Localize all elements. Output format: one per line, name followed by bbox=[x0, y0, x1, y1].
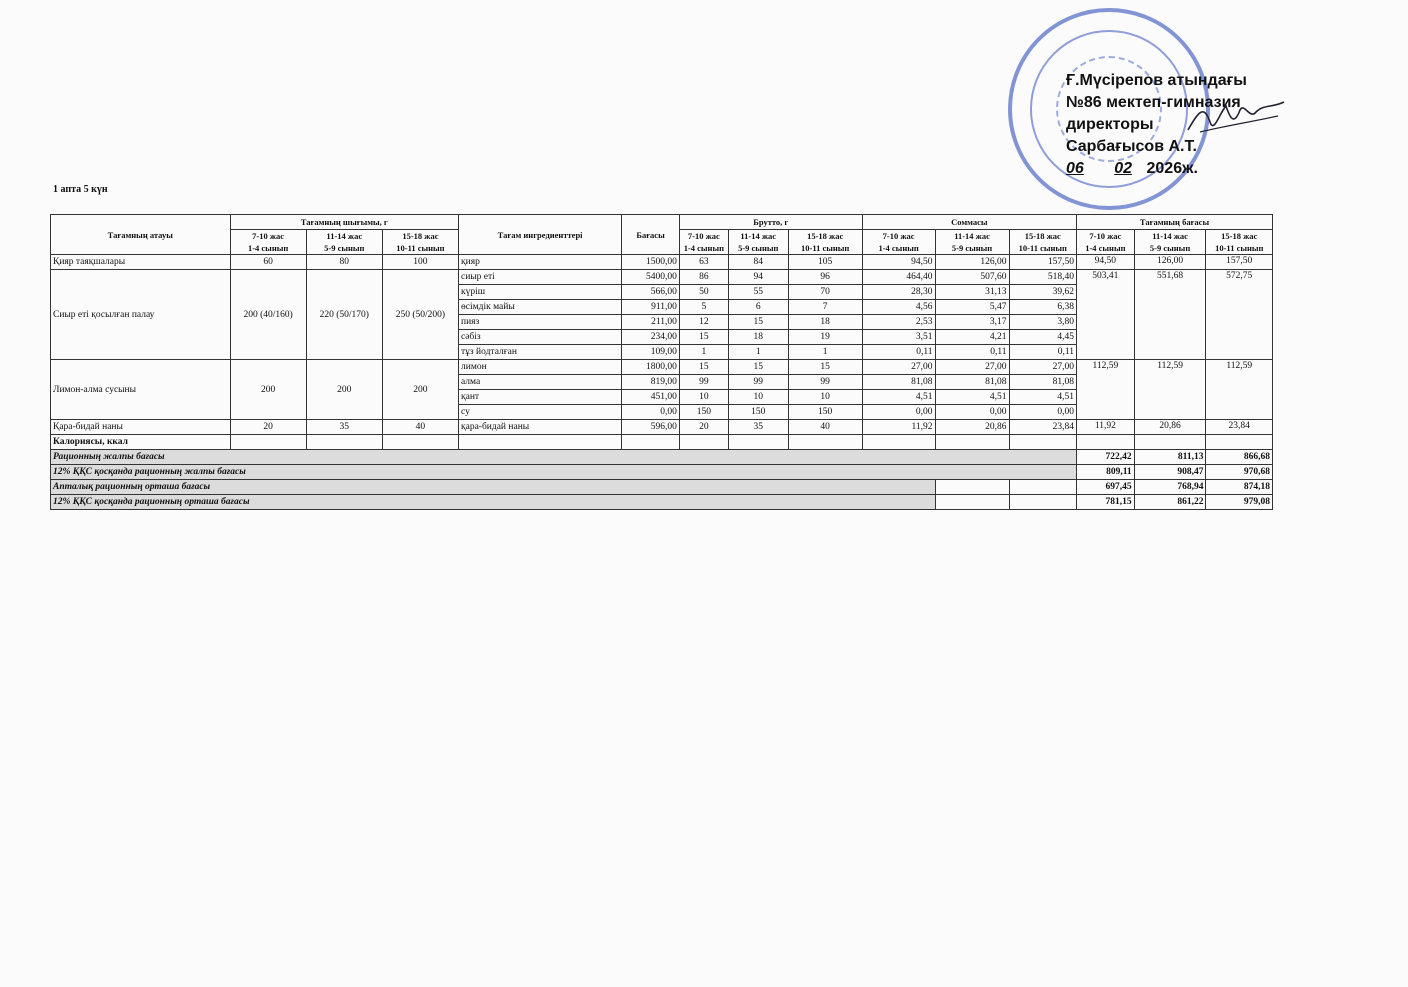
ingredient-sum: 23,84 bbox=[1009, 420, 1076, 435]
age-header bbox=[679, 230, 728, 255]
ingredient-price: 566,00 bbox=[622, 285, 680, 300]
header-ingredients: Тағам ингредиенттері bbox=[459, 215, 622, 255]
dish-price: 112,59 bbox=[1206, 360, 1273, 420]
ingredient-sum: 126,00 bbox=[935, 255, 1009, 270]
ingredient-sum: 2,53 bbox=[862, 315, 935, 330]
ingredient-name: пияз bbox=[459, 315, 622, 330]
ingredient-sum: 0,11 bbox=[862, 345, 935, 360]
approval-line-3: директоры bbox=[1066, 116, 1154, 133]
ingredient-brutto: 99 bbox=[728, 375, 788, 390]
grade-label: 5-9 сынып bbox=[738, 243, 779, 253]
grade-label: 10-11 сынып bbox=[396, 243, 445, 253]
dish-portion: 35 bbox=[306, 420, 382, 435]
ingredient-name: өсімдік майы bbox=[459, 300, 622, 315]
calories-label: Калориясы, ккал bbox=[51, 435, 231, 450]
ingredient-sum: 27,00 bbox=[862, 360, 935, 375]
ingredient-brutto: 1 bbox=[788, 345, 862, 360]
age-label: 7-10 жас bbox=[687, 231, 720, 241]
summary-value: 861,22 bbox=[1134, 495, 1206, 510]
ingredient-name: күріш bbox=[459, 285, 622, 300]
dish-price: 503,41 bbox=[1077, 270, 1135, 360]
ingredient-name: қияр bbox=[459, 255, 622, 270]
ingredient-sum: 0,00 bbox=[862, 405, 935, 420]
empty-cell bbox=[935, 435, 1009, 450]
ingredient-sum: 0,11 bbox=[1009, 345, 1076, 360]
summary-value: 811,13 bbox=[1134, 450, 1206, 465]
dish-price: 551,68 bbox=[1134, 270, 1206, 360]
ingredient-brutto: 10 bbox=[679, 390, 728, 405]
dish-name: Қияр таяқшалары bbox=[51, 255, 231, 270]
summary-row bbox=[51, 495, 1273, 510]
ingredient-sum: 5,47 bbox=[935, 300, 1009, 315]
summary-value: 866,68 bbox=[1206, 450, 1273, 465]
table-row bbox=[51, 360, 1273, 375]
ingredient-brutto: 50 bbox=[679, 285, 728, 300]
dish-price: 126,00 bbox=[1134, 255, 1206, 270]
age-label: 7-10 жас bbox=[882, 231, 915, 241]
age-header bbox=[1009, 230, 1076, 255]
ingredient-sum: 0,11 bbox=[935, 345, 1009, 360]
ingredient-brutto: 94 bbox=[728, 270, 788, 285]
empty-cell bbox=[788, 435, 862, 450]
dish-price: 94,50 bbox=[1077, 255, 1135, 270]
grade-label: 10-11 сынып bbox=[1215, 243, 1264, 253]
ingredient-sum: 39,62 bbox=[1009, 285, 1076, 300]
ingredient-sum: 4,56 bbox=[862, 300, 935, 315]
ingredient-brutto: 18 bbox=[728, 330, 788, 345]
ingredient-name: қант bbox=[459, 390, 622, 405]
header-brutto: Брутто, г bbox=[679, 215, 862, 230]
summary-label: 12% ҚҚС қосқанда рационның орташа бағасы bbox=[51, 495, 936, 510]
ingredient-sum: 11,92 bbox=[862, 420, 935, 435]
empty-cell bbox=[1134, 435, 1206, 450]
dish-portion: 200 bbox=[382, 360, 458, 420]
ingredient-price: 451,00 bbox=[622, 390, 680, 405]
grade-label: 10-11 сынып bbox=[800, 243, 850, 253]
ingredient-brutto: 18 bbox=[788, 315, 862, 330]
empty-cell bbox=[382, 435, 458, 450]
approval-line-4: Сарбағысов А.Т. bbox=[1066, 138, 1197, 155]
ingredient-sum: 81,08 bbox=[862, 375, 935, 390]
ingredient-sum: 94,50 bbox=[862, 255, 935, 270]
ingredient-sum: 157,50 bbox=[1009, 255, 1076, 270]
header-sum: Соммасы bbox=[862, 215, 1076, 230]
ingredient-brutto: 15 bbox=[728, 360, 788, 375]
ingredient-name: алма bbox=[459, 375, 622, 390]
dish-price: 23,84 bbox=[1206, 420, 1273, 435]
ingredient-sum: 27,00 bbox=[1009, 360, 1076, 375]
summary-value: 970,68 bbox=[1206, 465, 1273, 480]
summary-row bbox=[51, 480, 1273, 495]
ingredient-price: 0,00 bbox=[622, 405, 680, 420]
age-label: 7-10 жас bbox=[252, 231, 285, 241]
ingredient-sum: 3,51 bbox=[862, 330, 935, 345]
ingredient-brutto: 10 bbox=[788, 390, 862, 405]
age-header bbox=[1206, 230, 1273, 255]
dish-portion: 200 (40/160) bbox=[230, 270, 306, 360]
ingredient-brutto: 99 bbox=[788, 375, 862, 390]
ingredient-price: 911,00 bbox=[622, 300, 680, 315]
dish-portion: 200 bbox=[306, 360, 382, 420]
summary-value: 722,42 bbox=[1077, 450, 1135, 465]
dish-portion: 60 bbox=[230, 255, 306, 270]
empty-cell bbox=[728, 435, 788, 450]
ingredient-price: 1500,00 bbox=[622, 255, 680, 270]
summary-value: 908,47 bbox=[1134, 465, 1206, 480]
ingredient-name: тұз йодталған bbox=[459, 345, 622, 360]
summary-value: 809,11 bbox=[1077, 465, 1135, 480]
summary-value: 781,15 bbox=[1077, 495, 1135, 510]
ingredient-sum: 507,60 bbox=[935, 270, 1009, 285]
grade-label: 5-9 сынып bbox=[324, 243, 365, 253]
ingredient-sum: 28,30 bbox=[862, 285, 935, 300]
ingredient-brutto: 15 bbox=[788, 360, 862, 375]
empty-cell bbox=[230, 435, 306, 450]
ingredient-sum: 4,21 bbox=[935, 330, 1009, 345]
approval-date-day: 06 bbox=[1066, 160, 1084, 177]
ingredient-sum: 3,17 bbox=[935, 315, 1009, 330]
grade-label: 5-9 сынып bbox=[951, 243, 993, 253]
summary-label: Апталық рационның орташа бағасы bbox=[51, 480, 936, 495]
ingredient-sum: 0,00 bbox=[1009, 405, 1076, 420]
dish-name: Лимон-алма сусыны bbox=[51, 360, 231, 420]
ingredient-price: 596,00 bbox=[622, 420, 680, 435]
table-row bbox=[51, 270, 1273, 285]
ingredient-brutto: 150 bbox=[728, 405, 788, 420]
grade-label: 1-4 сынып bbox=[878, 243, 919, 253]
dish-price: 20,86 bbox=[1134, 420, 1206, 435]
dish-price: 572,75 bbox=[1206, 270, 1273, 360]
age-header bbox=[230, 230, 306, 255]
ingredient-brutto: 63 bbox=[679, 255, 728, 270]
ingredient-name: лимон bbox=[459, 360, 622, 375]
dish-price: 112,59 bbox=[1077, 360, 1135, 420]
empty-cell bbox=[622, 435, 680, 450]
summary-label: 12% ҚҚС қосқанда рационның жалпы бағасы bbox=[51, 465, 1077, 480]
age-header bbox=[306, 230, 382, 255]
ingredient-name: сиыр еті bbox=[459, 270, 622, 285]
approval-date-year: 2026ж. bbox=[1146, 160, 1198, 177]
ingredient-brutto: 15 bbox=[679, 330, 728, 345]
table-row bbox=[51, 255, 1273, 270]
summary-value: 874,18 bbox=[1206, 480, 1273, 495]
ingredient-brutto: 84 bbox=[728, 255, 788, 270]
calories-row bbox=[51, 435, 1273, 450]
empty-cell bbox=[862, 435, 935, 450]
dish-price: 112,59 bbox=[1134, 360, 1206, 420]
ingredient-sum: 27,00 bbox=[935, 360, 1009, 375]
header-portion: Тағамның шығымы, г bbox=[230, 215, 458, 230]
empty-cell bbox=[1009, 495, 1076, 510]
ingredient-brutto: 70 bbox=[788, 285, 862, 300]
ingredient-price: 234,00 bbox=[622, 330, 680, 345]
dish-portion: 100 bbox=[382, 255, 458, 270]
summary-value: 697,45 bbox=[1077, 480, 1135, 495]
ingredient-sum: 31,13 bbox=[935, 285, 1009, 300]
summary-value: 979,08 bbox=[1206, 495, 1273, 510]
dish-portion: 40 bbox=[382, 420, 458, 435]
ingredient-sum: 4,45 bbox=[1009, 330, 1076, 345]
menu-table bbox=[50, 214, 1273, 510]
age-header bbox=[862, 230, 935, 255]
summary-label: Рационның жалпы бағасы bbox=[51, 450, 1077, 465]
dish-price: 11,92 bbox=[1077, 420, 1135, 435]
age-label: 11-14 жас bbox=[326, 231, 363, 241]
ingredient-brutto: 40 bbox=[788, 420, 862, 435]
ingredient-brutto: 6 bbox=[728, 300, 788, 315]
header-row bbox=[51, 215, 1273, 230]
dish-portion: 200 bbox=[230, 360, 306, 420]
age-header bbox=[382, 230, 458, 255]
empty-cell bbox=[935, 480, 1009, 495]
header-dish-price: Тағамның бағасы bbox=[1077, 215, 1273, 230]
ingredient-sum: 4,51 bbox=[862, 390, 935, 405]
dish-name: Сиыр еті қосылған палау bbox=[51, 270, 231, 360]
ingredient-sum: 0,00 bbox=[935, 405, 1009, 420]
grade-label: 5-9 сынып bbox=[1149, 243, 1191, 253]
table-row bbox=[51, 420, 1273, 435]
empty-cell bbox=[1009, 435, 1076, 450]
ingredient-brutto: 1 bbox=[679, 345, 728, 360]
ingredient-brutto: 35 bbox=[728, 420, 788, 435]
grade-label: 1-4 сынып bbox=[683, 243, 724, 253]
ingredient-brutto: 15 bbox=[728, 315, 788, 330]
ingredient-brutto: 10 bbox=[728, 390, 788, 405]
ingredient-brutto: 55 bbox=[728, 285, 788, 300]
empty-cell bbox=[1009, 480, 1076, 495]
ingredient-sum: 3,80 bbox=[1009, 315, 1076, 330]
ingredient-name: сәбіз bbox=[459, 330, 622, 345]
approval-line-2: №86 мектеп-гимназия bbox=[1066, 94, 1241, 111]
age-header bbox=[1077, 230, 1135, 255]
age-label: 15-18 жас bbox=[1221, 231, 1258, 241]
header-price: Бағасы bbox=[622, 215, 680, 255]
ingredient-sum: 81,08 bbox=[935, 375, 1009, 390]
grade-label: 1-4 сынып bbox=[1085, 243, 1126, 253]
ingredient-brutto: 150 bbox=[788, 405, 862, 420]
ingredient-sum: 464,40 bbox=[862, 270, 935, 285]
approval-date-month: 02 bbox=[1114, 160, 1133, 177]
age-header bbox=[935, 230, 1009, 255]
summary-row bbox=[51, 465, 1273, 480]
ingredient-name: су bbox=[459, 405, 622, 420]
ingredient-price: 109,00 bbox=[622, 345, 680, 360]
dish-portion: 250 (50/200) bbox=[382, 270, 458, 360]
ingredient-brutto: 5 bbox=[679, 300, 728, 315]
week-label: 1 апта 5 күн bbox=[53, 184, 108, 195]
ingredient-sum: 81,08 bbox=[1009, 375, 1076, 390]
ingredient-brutto: 15 bbox=[679, 360, 728, 375]
empty-cell bbox=[1206, 435, 1273, 450]
age-header bbox=[1134, 230, 1206, 255]
age-label: 11-14 жас bbox=[954, 231, 990, 241]
ingredient-price: 5400,00 bbox=[622, 270, 680, 285]
ingredient-name: қара-бидай наны bbox=[459, 420, 622, 435]
ingredient-brutto: 86 bbox=[679, 270, 728, 285]
empty-cell bbox=[935, 495, 1009, 510]
dish-name: Қара-бидай наны bbox=[51, 420, 231, 435]
age-label: 15-18 жас bbox=[807, 231, 844, 241]
age-header bbox=[788, 230, 862, 255]
age-label: 11-14 жас bbox=[740, 231, 777, 241]
dish-portion: 80 bbox=[306, 255, 382, 270]
dish-portion: 220 (50/170) bbox=[306, 270, 382, 360]
age-header bbox=[728, 230, 788, 255]
dish-price: 157,50 bbox=[1206, 255, 1273, 270]
empty-cell bbox=[679, 435, 728, 450]
age-label: 15-18 жас bbox=[402, 231, 439, 241]
ingredient-sum: 4,51 bbox=[935, 390, 1009, 405]
dish-portion: 20 bbox=[230, 420, 306, 435]
ingredient-sum: 4,51 bbox=[1009, 390, 1076, 405]
age-label: 15-18 жас bbox=[1024, 231, 1061, 241]
grade-label: 1-4 сынып bbox=[247, 243, 289, 253]
ingredient-brutto: 105 bbox=[788, 255, 862, 270]
empty-cell bbox=[306, 435, 382, 450]
header-dish-name: Тағамның атауы bbox=[51, 215, 231, 255]
ingredient-brutto: 7 bbox=[788, 300, 862, 315]
summary-row bbox=[51, 450, 1273, 465]
ingredient-brutto: 20 bbox=[679, 420, 728, 435]
ingredient-sum: 6,38 bbox=[1009, 300, 1076, 315]
ingredient-brutto: 99 bbox=[679, 375, 728, 390]
approval-line-1: Ғ.Мүсірепов атындағы bbox=[1066, 72, 1247, 89]
age-label: 7-10 жас bbox=[1089, 231, 1122, 241]
ingredient-sum: 518,40 bbox=[1009, 270, 1076, 285]
age-label: 11-14 жас bbox=[1152, 231, 1188, 241]
approval-date bbox=[1066, 158, 1286, 180]
summary-value: 768,94 bbox=[1134, 480, 1206, 495]
empty-cell bbox=[459, 435, 622, 450]
ingredient-brutto: 150 bbox=[679, 405, 728, 420]
signature-icon bbox=[1180, 92, 1290, 142]
ingredient-brutto: 19 bbox=[788, 330, 862, 345]
ingredient-brutto: 12 bbox=[679, 315, 728, 330]
empty-cell bbox=[1077, 435, 1135, 450]
ingredient-brutto: 96 bbox=[788, 270, 862, 285]
ingredient-brutto: 1 bbox=[728, 345, 788, 360]
ingredient-price: 819,00 bbox=[622, 375, 680, 390]
ingredient-price: 1800,00 bbox=[622, 360, 680, 375]
grade-label: 10-11 сынып bbox=[1018, 243, 1067, 253]
ingredient-price: 211,00 bbox=[622, 315, 680, 330]
ingredient-sum: 20,86 bbox=[935, 420, 1009, 435]
